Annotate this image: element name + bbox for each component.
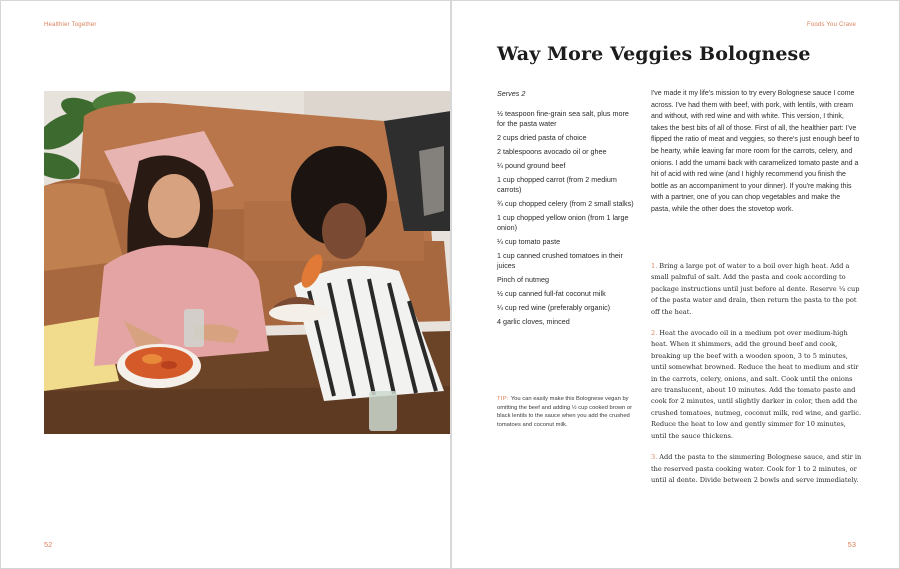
ingredient-item: ¾ cup chopped celery (from 2 small stalks) [497,199,634,208]
ingredient-item: ¼ pound ground beef [497,161,566,170]
recipe-photo [44,91,451,434]
ingredient-item: Pinch of nutmeg [497,275,549,284]
ingredient-item: 2 tablespoons avocado oil or ghee [497,147,607,156]
ingredient-item: ½ cup canned full-fat coconut milk [497,289,606,298]
left-page-number: 52 [44,540,53,549]
plate-right [269,304,329,322]
step-text: Heat the avocado oil in a medium pot over medium-high heat. When it shimmers, add the ground beef and cook, breaking up the beef with a wooden spoon, 3 to 5 minutes, until somewhat browned. Reduce the heat to medium and stir in the carrots, celery, onions, and salt. Cook until the onions are translucent, about 10 minutes. Add the tomato paste and cook for 2 minutes, until slightly darker in color, then add the crushed tomatoes, nutmeg, coconut milk, red wine, and garlic. Reduce the heat to low and gently simmer for 10 minutes, until the sauce thickens. [651,329,862,440]
glass-left [184,309,204,347]
ingredient-list [497,109,637,327]
tip-note [497,395,642,429]
ingredient-item: 4 garlic cloves, minced [497,317,570,326]
method-steps [651,261,863,496]
ingredients-column [497,89,637,331]
right-page [451,0,900,569]
step-text: Bring a large pot of water to a boil over high heat. Add a small palmful of salt. Add the pasta and cook according to package instructions until just before al dente. Reserve ¼ cup of the pasta water and drain, then return the pasta to the pot off the heat. [651,262,860,316]
serves-label: Serves 2 [497,89,526,98]
step-text: Add the pasta to the simmering Bolognese sauce, and stir in the reserved pasta cooking water. Cook for 1 to 2 minutes, or until al dente. Divide between 2 bowls and serve immediately. [651,453,862,484]
glass-right [369,391,397,431]
tip-label: TIP: [497,396,509,402]
right-page-number: 53 [847,540,856,549]
ingredient-item: ½ teaspoon fine-grain sea salt, plus more for the pasta water [497,109,629,128]
step-number: 1. [651,262,658,270]
ingredient-item: 1 cup canned crushed tomatoes in their juices [497,251,623,270]
ingredient-item: 2 cups dried pasta of choice [497,133,587,142]
pasta-bowl-left [117,344,201,388]
left-running-head: Healthier Together [44,22,97,28]
recipe-intro: I've made it my life's mission to try every Bolognese sauce I come across. I've had them with beef, with pork, with lentils, with cream and without, with red wine and with white. This version, I think, takes the best bits of all of those. First of all, the healthier part: I've flipped the ratio of meat and veggies, so there's just enough beef to be hearty, while leaving far more room for the carrots, celery, and onions. I add the umami back with caramelized tomato paste and a hit of acid with red wine (and I highly recommend you finish the bottle as an accompaniment to your dinner). If you're making this with a partner, one of you can chop vegetables and make the pasta, while the other does the stovetop work. [651,90,860,213]
step-2 [651,328,863,442]
ingredient-item: 1 cup chopped yellow onion (from 1 large onion) [497,213,629,232]
ingredient-item: ¼ cup red wine (preferably organic) [497,303,611,312]
step-number: 2. [651,329,658,338]
ingredient-item: ¼ cup tomato paste [497,237,561,246]
photo-illustration [44,91,451,434]
right-running-head: Foods You Crave [806,22,856,28]
tip-text: You can easily make this Bolognese vegan by omitting the beef and adding ½ cup cooked brown or black lentils to the sauce when you add the crushed tomatoes and coconut milk. [497,396,633,428]
step-number: 3. [651,453,658,462]
ingredient-item: 1 cup chopped carrot (from 2 medium carrots) [497,175,617,194]
recipe-title: Way More Veggies Bolognese [497,43,811,65]
step-3 [651,452,863,486]
step-1 [651,261,863,318]
